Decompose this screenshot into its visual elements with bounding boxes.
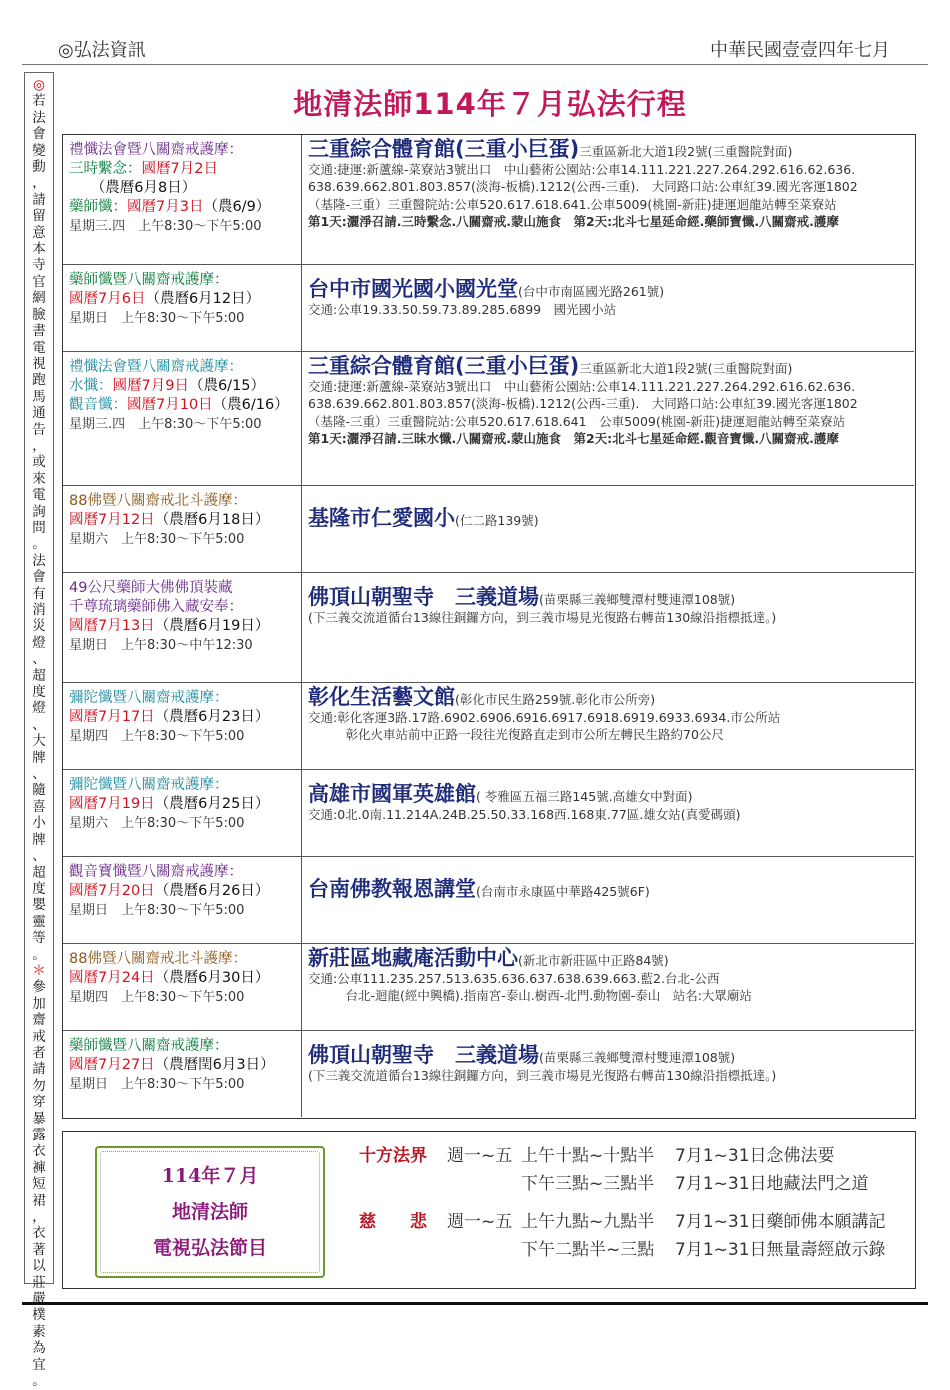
event-name: 禮懺法會暨八關齋戒護摩：	[69, 142, 243, 158]
event-details	[63, 770, 302, 856]
event-date-part: 國曆7月24日	[69, 970, 155, 986]
event-venue-info	[302, 1031, 914, 1117]
side-notice-char: 隨	[32, 782, 46, 799]
side-notice-char: 災	[32, 618, 46, 635]
event-row	[63, 265, 914, 352]
event-venue-info	[302, 944, 914, 1030]
event-row	[63, 1031, 914, 1117]
event-date-part: （農曆6月30日）	[154, 970, 270, 986]
issue-date: 中華民國壹壹四年七月	[710, 40, 890, 61]
event-details	[63, 352, 302, 485]
side-notice-char: 牌	[32, 749, 46, 766]
side-notice-char: 小	[32, 815, 46, 832]
event-date-part: （農曆6月25日）	[154, 796, 270, 812]
event-row	[63, 857, 914, 944]
event-date-part: 三時繫念：	[69, 161, 142, 177]
transit-info: (下三義交流道循台13線往銅鑼方向，到三義市場見光復路右轉苗130線沿指標抵達。)	[308, 609, 777, 625]
event-details	[63, 683, 302, 769]
side-notice-char: 牌	[32, 831, 46, 848]
venue-address: (彰化市民生路259號.彰化市公所旁)	[455, 692, 656, 707]
event-date-line	[69, 290, 295, 309]
tv-days	[447, 1236, 521, 1264]
venue-address: (台中市南區國光路261號)	[518, 284, 665, 299]
side-notice-char: 法	[32, 109, 46, 126]
event-name: 千尊琉璃藥師佛入藏安奉：	[69, 599, 243, 615]
side-notice-char: 短	[32, 1176, 46, 1193]
side-notice-char: 參	[32, 979, 46, 996]
event-venue-info	[302, 352, 914, 485]
side-notice-char: 告	[32, 421, 46, 438]
side-notice-char: 穿	[32, 1094, 46, 1111]
side-notice-char: 著	[32, 1241, 46, 1258]
spacer	[359, 1198, 909, 1208]
event-date-part: 水懺：	[69, 378, 113, 394]
transit-info: 638.639.662.801.803.857(淡海-板橋).1212(公西-三重). 大同路口站:公車紅39.國光客運1802	[308, 396, 858, 411]
tv-content: 7月1~31日無量壽經啟示錄	[675, 1240, 886, 1260]
side-notice-char: 素	[32, 1323, 46, 1340]
event-date-part: （農6/15）	[188, 378, 266, 394]
header-divider	[22, 64, 928, 65]
tv-days: 週一~五	[447, 1146, 513, 1166]
side-notice-char: 請	[32, 191, 46, 208]
tv-time: 下午二點半~三點	[521, 1240, 655, 1260]
tv-program-row	[359, 1208, 909, 1236]
side-notice-char: ，	[32, 175, 46, 192]
event-details	[63, 486, 302, 572]
venue-address: 三重區新北大道1段2號(三重醫院對面)	[579, 361, 793, 376]
tv-channel	[359, 1236, 447, 1264]
event-details	[63, 944, 302, 1030]
event-venue-info	[302, 857, 914, 943]
event-date-part: 國曆7月19日	[69, 796, 155, 812]
event-name: 藥師懺暨八關齋戒護摩：	[69, 1038, 229, 1054]
event-name: 觀音寶懺暨八關齋戒護摩：	[69, 864, 243, 880]
side-notice-char: 留	[32, 208, 46, 225]
event-name: 88佛暨八關齋戒北斗護摩：	[69, 493, 247, 509]
side-notice-char: 裙	[32, 1192, 46, 1209]
event-date-part: 國曆7月12日	[69, 512, 155, 528]
event-time: 星期日 上午8:30～中午12:30	[69, 638, 253, 653]
side-notice-char: 嚴	[32, 1291, 46, 1308]
event-date-part: 國曆7月9日	[112, 378, 189, 394]
event-date-part: 國曆7月20日	[69, 883, 155, 899]
event-row	[63, 573, 914, 683]
side-notice-char: 超	[32, 667, 46, 684]
event-venue-info	[302, 486, 914, 572]
venue-name: 佛頂山朝聖寺 三義道場	[308, 1043, 539, 1067]
event-date-line	[69, 377, 295, 396]
side-notice-char: 大	[32, 733, 46, 750]
transit-info: 交通:彰化客運3路.17路.6902.6906.6916.6917.6918.6919.6933.6934.市公所站	[308, 709, 781, 725]
tv-channel	[359, 1170, 447, 1198]
tv-content: 7月1~31日地藏法門之道	[675, 1174, 869, 1194]
event-name: 禮懺法會暨八關齋戒護摩：	[69, 359, 243, 375]
side-notice-char: 。	[32, 1373, 46, 1390]
event-venue-info	[302, 770, 914, 856]
side-notice-char: 者	[32, 1044, 46, 1061]
event-name: 彌陀懺暨八關齋戒護摩：	[69, 777, 229, 793]
side-notice-char: 喜	[32, 798, 46, 815]
event-time: 星期四 上午8:30～下午5:00	[69, 729, 245, 744]
side-notice-char: 電	[32, 487, 46, 504]
venue-address: (仁二路139號)	[455, 513, 539, 528]
event-time: 星期六 上午8:30～下午5:00	[69, 816, 245, 831]
side-notice-char: 超	[32, 864, 46, 881]
side-notice-char: 官	[32, 273, 46, 290]
venue-line	[308, 277, 908, 301]
side-notice-char: 會	[32, 569, 46, 586]
tv-program-list	[359, 1142, 909, 1264]
side-notice-char: 衣	[32, 1143, 46, 1160]
venue-name: 新莊區地藏庵活動中心	[308, 946, 518, 970]
event-date-line	[69, 708, 295, 727]
transit-info: （基隆-三重）三重醫院站:公車520.617.618.641 公車5009(桃園-新莊)捷運迴龍站轉至菜寮站	[308, 413, 846, 429]
event-name: 藥師懺暨八關齋戒護摩：	[69, 272, 229, 288]
tv-badge-text: 電視弘法節目	[152, 1237, 267, 1259]
transit-info: 台北-迴龍(經中興橋).指南宮-泰山.樹西-北門.動物園-泰山 站名:大眾廟站	[308, 988, 752, 1003]
side-notice-char: 加	[32, 995, 46, 1012]
side-notice-char: 露	[32, 1127, 46, 1143]
transit-info: 交通:公車111.235.257.513.635.636.637.638.639.663.藍2.台北-公西	[308, 970, 720, 986]
event-venue-info	[302, 265, 914, 351]
footer-divider	[22, 1302, 928, 1305]
event-date-part: （農曆6月19日）	[154, 618, 270, 634]
side-notice-char: 馬	[32, 388, 46, 405]
side-notice-char: ＊	[32, 962, 46, 979]
tv-content: 7月1~31日藥師佛本願講記	[675, 1212, 886, 1232]
event-row	[63, 944, 914, 1031]
transit-info: 第1天:灑淨召請.三時繫念.八關齋戒.蒙山施食 第2天:北斗七星延命經.藥師寶懺.八關齋戒.護摩	[308, 214, 839, 229]
event-details	[63, 265, 302, 351]
transit-info: 638.639.662.801.803.857(淡海-板橋).1212(公西-三重). 大同路口站:公車紅39.國光客運1802	[308, 179, 858, 194]
event-time: 星期日 上午8:30～下午5:00	[69, 311, 245, 326]
venue-address: (苗栗縣三義鄉雙潭村雙連潭108號)	[539, 592, 736, 607]
event-date-part: （農曆6月23日）	[154, 709, 270, 725]
venue-name: 高雄市國軍英雄館	[308, 782, 476, 806]
tv-program-row	[359, 1236, 909, 1264]
side-notice-char: ，	[32, 437, 46, 454]
venue-address: (新北市新莊區中正路84號)	[518, 953, 669, 968]
side-notice-char: 、	[32, 716, 46, 733]
side-notice-char: 為	[32, 1340, 46, 1357]
side-notice-char: 齋	[32, 1012, 46, 1029]
event-venue-info	[302, 135, 914, 264]
tv-badge-text: 地清法師	[171, 1201, 248, 1223]
venue-line	[308, 506, 908, 530]
event-name: 49公尺藥師大佛佛頂裝藏	[69, 580, 233, 596]
transit-info: 交通:0北.0南.11.214A.24B.25.50.33.168西.168東.77區.雄女站(真愛碼頭)	[308, 806, 741, 822]
page-title: 地清法師114年７月弘法行程	[293, 87, 687, 121]
transit-info: 交通:捷運:新蘆線-菜寮站3號出口 中山藝術公園站:公車14.111.221.227.264.292.616.62.636.	[308, 378, 856, 394]
event-date-line	[69, 882, 295, 901]
side-notice-char: 勿	[32, 1077, 46, 1094]
venue-address: ( 苓雅區五福三路145號.高雄女中對面)	[476, 789, 693, 804]
side-notice-char: 視	[32, 355, 46, 372]
event-date-line	[69, 198, 295, 217]
transit-info: 彰化火車站前中正路一段往光復路直走到市公所左轉民生路約70公尺	[308, 727, 724, 742]
event-name: 彌陀懺暨八關齋戒護摩：	[69, 690, 229, 706]
transit-info: 交通:捷運:新蘆線-菜寮站3號出口 中山藝術公園站:公車14.111.221.227.264.292.616.62.636.	[308, 161, 856, 177]
event-date-part: （農曆6月18日）	[154, 512, 270, 528]
side-notice-char: 、	[32, 766, 46, 783]
venue-address: (苗栗縣三義鄉雙潭村雙連潭108號)	[539, 1050, 736, 1065]
event-date-part: 觀音懺：	[69, 397, 127, 413]
event-date-part: （農6/16）	[212, 397, 289, 413]
tv-program-panel	[62, 1131, 916, 1289]
event-date-part: 國曆7月17日	[69, 709, 155, 725]
side-notice-char: 莊	[32, 1274, 46, 1291]
side-notice-char: 本	[32, 241, 46, 258]
side-notice-char: ，	[32, 1209, 46, 1226]
side-notice-char: 嬰	[32, 897, 46, 914]
side-notice-char: ◎	[33, 77, 45, 93]
tv-time: 上午九點~九點半	[521, 1212, 655, 1232]
venue-name: 基隆市仁愛國小	[308, 506, 455, 530]
venue-line	[308, 782, 908, 806]
event-date-part: （農曆6月8日）	[69, 180, 197, 196]
event-date-line	[69, 795, 295, 814]
event-time: 星期日 上午8:30～下午5:00	[69, 1077, 245, 1092]
side-notice-char: 燈	[32, 634, 46, 651]
side-notice-char: 等	[32, 930, 46, 947]
event-row	[63, 486, 914, 573]
event-time: 星期四 上午8:30～下午5:00	[69, 990, 245, 1005]
side-notice-char: 燈	[32, 700, 46, 717]
event-details	[63, 857, 302, 943]
side-notice	[24, 72, 54, 1390]
side-notice-char: 靈	[32, 913, 46, 930]
event-date-part: 國曆7月13日	[69, 618, 155, 634]
event-details	[63, 135, 302, 264]
venue-line	[308, 946, 908, 970]
venue-name: 彰化生活藝文館	[308, 685, 455, 709]
event-date-line	[69, 511, 295, 530]
event-date-part: 藥師懺：	[69, 199, 127, 215]
event-time: 星期六 上午8:30～下午5:00	[69, 532, 245, 547]
tv-days: 週一~五	[447, 1212, 513, 1232]
tv-days	[447, 1170, 521, 1198]
event-date-line	[69, 160, 295, 179]
event-date-part: 國曆7月2日	[141, 161, 218, 177]
side-notice-char: 寺	[32, 257, 46, 274]
event-date-line	[69, 396, 295, 415]
side-notice-char: 意	[32, 224, 46, 241]
event-date-part: （農曆6月12日）	[145, 291, 261, 307]
side-notice-char: 樸	[32, 1307, 46, 1324]
tv-content: 7月1~31日念佛法要	[675, 1146, 835, 1166]
transit-info: (下三義交流道循台13線往銅鑼方向，到三義市場見光復路右轉苗130線沿指標抵達。)	[308, 1067, 777, 1083]
venue-name: 佛頂山朝聖寺 三義道場	[308, 585, 539, 609]
event-date-line	[69, 179, 295, 198]
tv-program-badge	[95, 1146, 325, 1278]
tv-badge-text: 114年７月	[161, 1165, 259, 1187]
venue-line	[308, 137, 908, 161]
side-notice-char: 通	[32, 405, 46, 422]
side-notice-char: 來	[32, 470, 46, 487]
event-date-line	[69, 969, 295, 988]
side-notice-char: 問	[32, 519, 46, 536]
side-notice-char: 以	[32, 1258, 46, 1275]
event-date-part: 國曆7月10日	[127, 397, 213, 413]
side-notice-char: 法	[32, 552, 46, 569]
venue-name: 三重綜合體育館(三重小巨蛋)	[308, 354, 580, 378]
schedule-table	[62, 134, 916, 1119]
side-notice-char: 有	[32, 585, 46, 602]
event-time: 星期三.四 上午8:30～下午5:00	[69, 219, 262, 234]
event-row	[63, 352, 914, 486]
side-notice-char: 。	[32, 946, 46, 963]
side-notice-char: 跑	[32, 372, 46, 389]
venue-line	[308, 354, 908, 378]
side-notice-char: 宜	[32, 1356, 46, 1373]
event-date-part: （農曆6月26日）	[154, 883, 270, 899]
side-notice-char: 書	[32, 323, 46, 340]
tv-program-row	[359, 1142, 909, 1170]
side-notice-char: 。	[32, 536, 46, 553]
event-name: 88佛暨八關齋戒北斗護摩：	[69, 951, 247, 967]
side-notice-char: 會	[32, 126, 46, 143]
side-notice-char: 、	[32, 848, 46, 865]
side-notice-char: 臉	[32, 306, 46, 323]
event-date-part: （農6/9）	[203, 199, 271, 215]
transit-info: （基隆-三重）三重醫院站:公車520.617.618.641.公車5009(桃園-新莊)捷運迴龍站轉至菜寮站	[308, 196, 837, 212]
section-label: ◎弘法資訊	[58, 40, 146, 61]
event-date-part: 國曆7月6日	[69, 291, 146, 307]
venue-name: 台南佛教報恩講堂	[308, 877, 476, 901]
transit-info: 交通:公車19.33.50.59.73.89.285.6899 國光國小站	[308, 301, 617, 317]
transit-info: 第1天:灑淨召請.三昧水懺.八關齋戒.蒙山施食 第2天:北斗七星延命經.觀音寶懺.八關齋戒.護摩	[308, 431, 839, 446]
side-notice-char: 若	[32, 93, 46, 110]
side-notice-char: 、	[32, 651, 46, 668]
side-notice-char: 消	[32, 602, 46, 618]
side-notice-char: 度	[32, 684, 46, 701]
event-row	[63, 135, 914, 265]
side-notice-char: 暴	[32, 1110, 46, 1127]
side-notice-char: 動	[32, 159, 46, 176]
side-notice-char: 或	[32, 454, 46, 471]
event-date-part: 國曆7月27日	[69, 1057, 155, 1073]
event-date-part: （農曆閏6月3日）	[154, 1057, 275, 1073]
event-details	[63, 573, 302, 682]
tv-time: 上午十點~十點半	[521, 1146, 655, 1166]
event-date-part: 國曆7月3日	[127, 199, 204, 215]
side-notice-char: 電	[32, 339, 46, 356]
side-notice-char: 變	[32, 142, 46, 159]
venue-line	[308, 877, 908, 901]
side-notice-char: 詢	[32, 503, 46, 520]
side-notice-char: 網	[32, 290, 46, 307]
tv-time: 下午三點~三點半	[521, 1174, 655, 1194]
event-time: 星期三.四 上午8:30～下午5:00	[69, 417, 262, 432]
venue-line	[308, 685, 908, 709]
event-time: 星期日 上午8:30～下午5:00	[69, 903, 245, 918]
event-details	[63, 1031, 302, 1117]
side-notice-char: 度	[32, 880, 46, 897]
event-date-line	[69, 617, 295, 636]
event-date-line	[69, 1056, 295, 1075]
event-row	[63, 683, 914, 770]
venue-name: 台中市國光國小國光堂	[308, 277, 518, 301]
side-notice-char: 褲	[32, 1159, 46, 1176]
side-notice-char: 請	[32, 1061, 46, 1078]
side-notice-char: 戒	[32, 1028, 46, 1045]
event-venue-info	[302, 573, 914, 682]
tv-program-row	[359, 1170, 909, 1198]
venue-line	[308, 585, 908, 609]
tv-channel: 十方法界	[359, 1146, 427, 1166]
venue-line	[308, 1043, 908, 1067]
side-notice-char: 衣	[32, 1225, 46, 1242]
venue-address: 三重區新北大道1段2號(三重醫院對面)	[579, 144, 793, 159]
venue-address: (台南市永康區中華路425號6F)	[476, 884, 650, 899]
venue-name: 三重綜合體育館(三重小巨蛋)	[308, 137, 580, 161]
event-row	[63, 770, 914, 857]
event-venue-info	[302, 683, 914, 769]
tv-channel: 慈 悲	[359, 1212, 427, 1232]
